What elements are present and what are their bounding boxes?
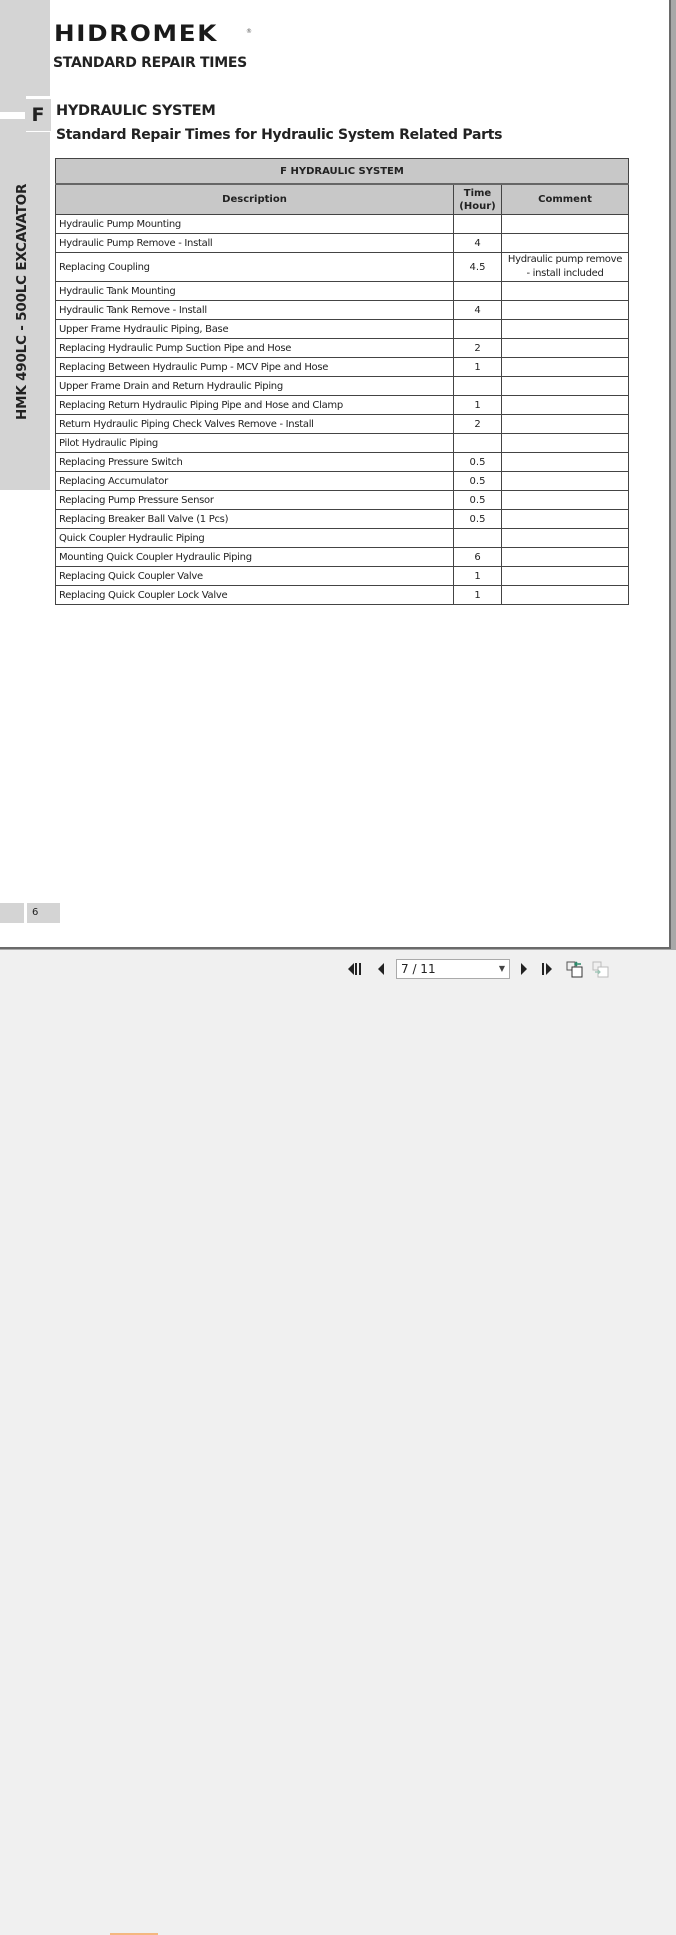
table-row [56, 491, 629, 510]
side-label: HMK 490LC - 500LC EXCAVATOR [14, 183, 30, 420]
previous-page-icon [376, 962, 386, 976]
chevron-down-icon[interactable]: ▼ [498, 964, 505, 973]
last-page-button[interactable] [540, 960, 556, 978]
table-row [56, 282, 629, 301]
header-time-line1: Time [463, 187, 492, 199]
row-description: Mounting Quick Coupler Hydraulic Piping [56, 548, 454, 567]
row-description: Hydraulic Tank Mounting [56, 282, 454, 301]
row-description: Replacing Between Hydraulic Pump - MCV Pipe and Hose [56, 358, 454, 377]
row-time [454, 320, 502, 339]
row-time: 4 [454, 234, 502, 253]
next-page-button[interactable] [516, 960, 532, 978]
row-description: Replacing Quick Coupler Lock Valve [56, 586, 454, 605]
row-comment: Hydraulic pump remove - install included [502, 253, 629, 282]
page-selector[interactable] [396, 959, 510, 979]
row-comment [502, 282, 629, 301]
table-row [56, 253, 629, 282]
next-view-icon [592, 960, 610, 978]
row-time: 2 [454, 339, 502, 358]
table-row [56, 586, 629, 605]
table-row [56, 529, 629, 548]
table-row [56, 377, 629, 396]
row-comment [502, 358, 629, 377]
previous-page-button[interactable] [373, 960, 389, 978]
row-description: Quick Coupler Hydraulic Piping [56, 529, 454, 548]
row-time: 1 [454, 586, 502, 605]
table-row [56, 510, 629, 529]
repair-times-table [55, 158, 629, 605]
row-description: Replacing Pump Pressure Sensor [56, 491, 454, 510]
table-row [56, 320, 629, 339]
first-page-icon [347, 962, 363, 976]
table-body [56, 215, 629, 605]
table-row [56, 567, 629, 586]
row-comment [502, 586, 629, 605]
row-description: Return Hydraulic Piping Check Valves Remove - Install [56, 415, 454, 434]
row-description: Hydraulic Tank Remove - Install [56, 301, 454, 320]
row-description: Replacing Coupling [56, 253, 454, 282]
row-time: 1 [454, 396, 502, 415]
row-description: Hydraulic Pump Mounting [56, 215, 454, 234]
table-row [56, 234, 629, 253]
row-comment [502, 548, 629, 567]
row-time: 2 [454, 415, 502, 434]
row-time: 1 [454, 567, 502, 586]
table-row [56, 339, 629, 358]
row-time: 1 [454, 358, 502, 377]
row-comment [502, 434, 629, 453]
row-comment [502, 377, 629, 396]
row-comment [502, 415, 629, 434]
header-time [454, 184, 502, 215]
row-description: Replacing Accumulator [56, 472, 454, 491]
side-band [0, 0, 50, 490]
row-description: Upper Frame Drain and Return Hydraulic Piping [56, 377, 454, 396]
table-row [56, 434, 629, 453]
table-row [56, 415, 629, 434]
row-time: 4.5 [454, 253, 502, 282]
header-time-line2: (Hour) [459, 200, 496, 212]
row-comment [502, 396, 629, 415]
previous-view-button[interactable] [566, 960, 584, 978]
previous-view-icon [566, 960, 584, 978]
row-time: 6 [454, 548, 502, 567]
row-time: 0.5 [454, 453, 502, 472]
row-comment [502, 529, 629, 548]
row-comment [502, 215, 629, 234]
row-description: Replacing Pressure Switch [56, 453, 454, 472]
page-number: 6 [27, 903, 60, 923]
brand-logo: HIDROMEK [54, 22, 219, 47]
row-time [454, 377, 502, 396]
table-row [56, 215, 629, 234]
row-comment [502, 472, 629, 491]
registered-mark: ® [246, 28, 252, 35]
section-header: STANDARD REPAIR TIMES [53, 55, 247, 71]
table-row [56, 548, 629, 567]
row-description: Replacing Quick Coupler Valve [56, 567, 454, 586]
next-view-button[interactable] [592, 960, 610, 978]
row-comment [502, 453, 629, 472]
page-indicator: 7 / 11 [401, 962, 436, 976]
table-row [56, 396, 629, 415]
table-row [56, 453, 629, 472]
chapter-letter: F [25, 99, 51, 131]
row-comment [502, 510, 629, 529]
row-time [454, 529, 502, 548]
row-comment [502, 567, 629, 586]
row-time [454, 215, 502, 234]
row-comment [502, 301, 629, 320]
row-description: Hydraulic Pump Remove - Install [56, 234, 454, 253]
tab-band-bottom [0, 119, 26, 133]
row-comment [502, 491, 629, 510]
row-time: 0.5 [454, 491, 502, 510]
chapter-title: HYDRAULIC SYSTEM [56, 103, 216, 119]
row-description: Upper Frame Hydraulic Piping, Base [56, 320, 454, 339]
table-row [56, 472, 629, 491]
row-time [454, 434, 502, 453]
row-time [454, 282, 502, 301]
row-comment [502, 320, 629, 339]
page-subtitle: Standard Repair Times for Hydraulic System Related Parts [56, 127, 503, 143]
row-description: Replacing Breaker Ball Valve (1 Pcs) [56, 510, 454, 529]
row-comment [502, 234, 629, 253]
row-time: 0.5 [454, 472, 502, 491]
table-row [56, 358, 629, 377]
row-time: 0.5 [454, 510, 502, 529]
row-description: Pilot Hydraulic Piping [56, 434, 454, 453]
row-description: Replacing Return Hydraulic Piping Pipe and Hose and Clamp [56, 396, 454, 415]
header-description: Description [56, 184, 454, 215]
last-page-icon [540, 962, 556, 976]
table-title: F HYDRAULIC SYSTEM [56, 159, 629, 185]
row-comment [502, 339, 629, 358]
tab-band-top [0, 96, 26, 112]
table-row [56, 301, 629, 320]
document-viewer [0, 0, 676, 950]
page-number-band [0, 903, 24, 923]
first-page-button[interactable] [347, 960, 363, 978]
pdf-page [0, 0, 671, 949]
next-page-icon [519, 962, 529, 976]
header-comment: Comment [502, 184, 629, 215]
row-description: Replacing Hydraulic Pump Suction Pipe and Hose [56, 339, 454, 358]
row-time: 4 [454, 301, 502, 320]
